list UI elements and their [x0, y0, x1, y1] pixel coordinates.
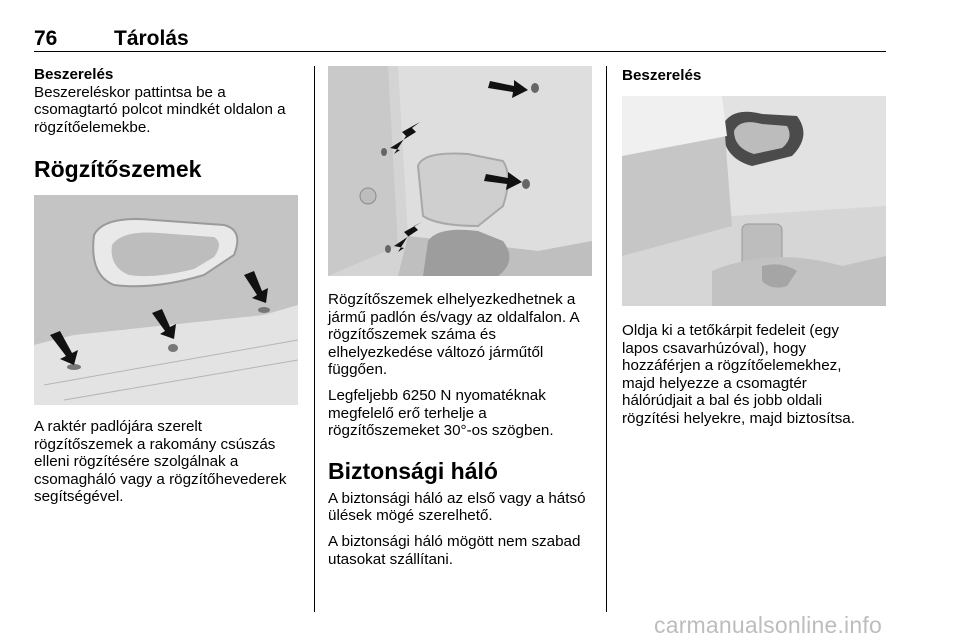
- install-heading: Beszerelés: [34, 66, 114, 83]
- anchor-text-line: A raktér padlójára szerelt: [34, 418, 202, 435]
- col2-text: [328, 291, 594, 568]
- install-heading: Beszerelés: [622, 67, 702, 84]
- col3-heading-wrap: [622, 67, 886, 85]
- col3-text-line: Oldja ki a tetőkárpit fedeleit (egy: [622, 322, 839, 339]
- para1-line: Rögzítőszemek elhelyezkedhetnek a: [328, 291, 576, 308]
- para2-line: rögzítőszemeket 30°-os szögben.: [328, 422, 554, 440]
- para1-line: függően.: [328, 361, 388, 379]
- page-number: 76: [34, 27, 58, 50]
- column-1: [34, 66, 300, 182]
- para1-line: rögzítőszemek száma és: [328, 326, 496, 344]
- anchor-text-line: rögzítőszemek a rakomány csúszás: [34, 435, 276, 453]
- col3-text: [622, 322, 886, 428]
- para4-line: A biztonsági háló mögött nem szabad: [328, 532, 581, 550]
- col3-text-line: hálórúdjait a bal és jobb oldali: [622, 392, 823, 410]
- para1-line: elhelyezkedése változó járműtől: [328, 343, 544, 361]
- install-text-line: csomagtartó polcot mindkét oldalon a: [34, 101, 286, 119]
- para3-line: A biztonsági háló az első vagy a hátsó: [328, 489, 586, 507]
- watermark: carmanualsonline.info: [654, 612, 882, 638]
- col3-text-line: rögzítési helyekre, majd biztosítsa.: [622, 409, 855, 427]
- anchor-text-line: elleni rögzítésére szolgálnak a: [34, 453, 239, 471]
- install-text-line: Beszereléskor pattintsa be a: [34, 83, 226, 101]
- col3-text-line: lapos csavarhúzóval), hogy: [622, 339, 807, 357]
- column-divider: [606, 66, 607, 612]
- para2-line: megfelelő erő terhelje a: [328, 404, 487, 422]
- para2-line: Legfeljebb 6250 N nyomatéknak: [328, 386, 546, 404]
- anchor-heading: Rögzítőszemek: [34, 156, 202, 183]
- para3-line: ülések mögé szerelhető.: [328, 507, 493, 525]
- side-wall-illustration: [328, 66, 592, 276]
- col3-text-line: hozzáférjen a rögzítőelemekhez,: [622, 357, 842, 375]
- anchor-text-line: segítségével.: [34, 488, 124, 506]
- para1-line: jármű padlón és/vagy az oldalfalon. A: [328, 308, 580, 326]
- section-title: Tárolás: [114, 27, 189, 50]
- install-text-line: rögzítőelemekbe.: [34, 118, 151, 136]
- safety-net-heading: Biztonsági háló: [328, 457, 498, 484]
- page-header: [34, 27, 886, 52]
- anchor-text-line: csomagháló vagy a rögzítőhevederek: [34, 470, 287, 488]
- cargo-floor-illustration: [34, 195, 298, 405]
- net-mount-illustration: [622, 96, 886, 306]
- anchor-text-block: [34, 418, 300, 506]
- column-divider: [314, 66, 315, 612]
- para4-line: utasokat szállítani.: [328, 550, 453, 568]
- col3-text-line: majd helyezze a csomagtér: [622, 374, 807, 392]
